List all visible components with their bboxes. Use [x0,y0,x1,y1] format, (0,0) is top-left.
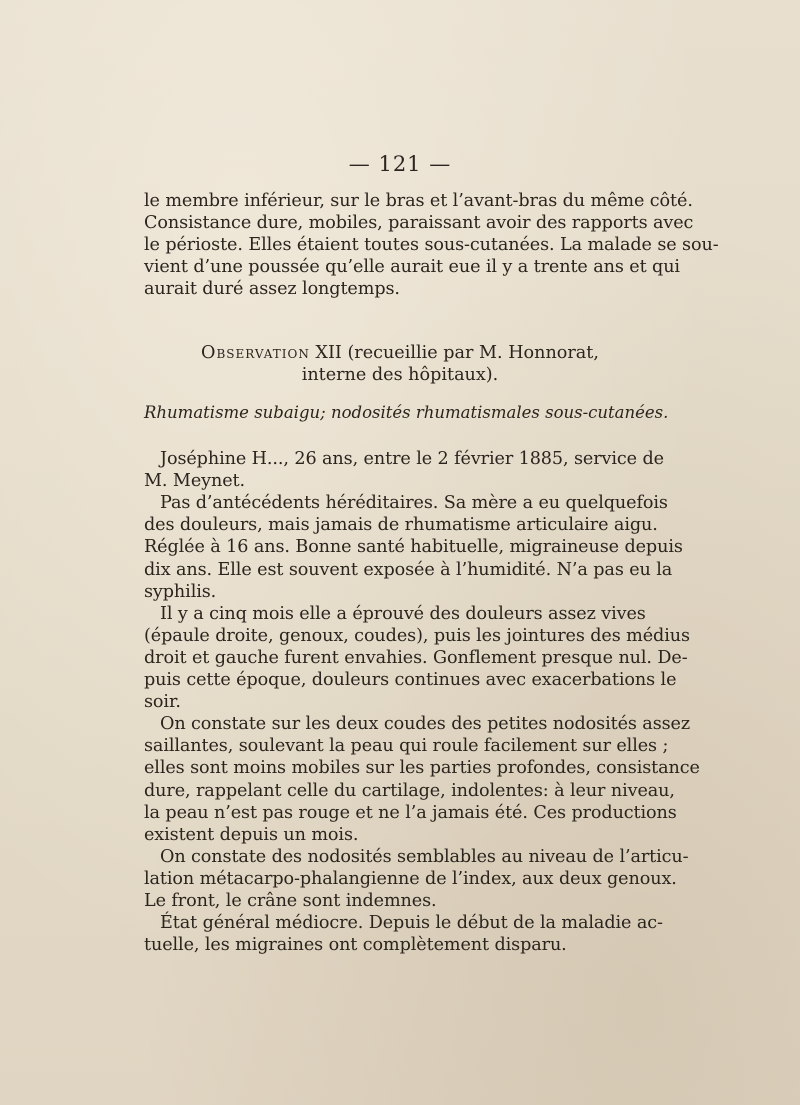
text-line: Le front, le crâne sont indemnes. [144,891,437,911]
text-line: Joséphine H..., 26 ans, entre le 2 février 1885, service de [160,449,664,469]
text-line: puis cette époque, douleurs continues avec exacerbations le [144,670,677,690]
text-line: (épaule droite, genoux, coudes), puis les jointures des médius [144,625,690,646]
observation-heading-line1: XII (recueillie par M. Honnorat, [315,343,599,363]
text-line: saillantes, soulevant la peau qui roule facilement sur elles ; [144,736,669,757]
text-line: tuelle, les migraines ont complètement disparu. [144,935,567,956]
page-number: — 121 — [348,152,452,176]
observation-label: Observation [201,343,310,363]
text-line: On constate des nodosités semblables au niveau de l’articu- [160,846,689,867]
text-line: M. Meynet. [144,471,245,492]
text-line: Consistance dure, mobiles, paraissant avoir des rapports avec [144,213,694,233]
text-line: droit et gauche furent envahies. Gonflement presque nul. De- [144,647,688,668]
text-line: syphilis. [144,581,217,602]
text-line: le membre inférieur, sur le bras et l’avant-bras du même côté. [144,191,693,211]
observation-heading [0,342,800,364]
text-line: lation métacarpo-phalangienne de l’index, aux deux genoux. [144,868,677,889]
text-line: la peau n’est pas rouge et ne l’a jamais été. Ces productions [144,802,677,823]
text-line: Pas d’antécédents héréditaires. Sa mère a eu quelquefois [160,493,668,514]
text-line: dix ans. Elle est souvent exposée à l’humidité. N’a pas eu la [144,559,673,580]
text-line: soir. [144,692,181,713]
text-line: des douleurs, mais jamais de rhumatisme articulaire aigu. [144,515,658,536]
text-line: Il y a cinq mois elle a éprouvé des douleurs assez vives [160,603,646,624]
observation-heading-line2: interne des hôpitaux). [301,365,499,385]
text-line: le périoste. Elles étaient toutes sous-cutanées. La malade se sou- [144,235,719,255]
text-line: On constate sur les deux coudes des petites nodosités assez [160,714,691,735]
text-line: elles sont moins mobiles sur les parties profondes, consistance [144,758,700,779]
text-line: vient d’une poussée qu’elle aurait eue il y a trente ans et qui [144,257,680,277]
text-line: existent depuis un mois. [144,824,359,845]
text-line: dure, rappelant celle du cartilage, indolentes: à leur niveau, [144,780,675,801]
observation-subtitle: Rhumatisme subaigu; nodosités rhumatismales sous-cutanées. [144,403,669,422]
text-line: État général médiocre. Depuis le début de la maladie ac- [160,913,663,934]
text-line: Réglée à 16 ans. Bonne santé habituelle, migraineuse depuis [144,537,683,558]
text-line: aurait duré assez longtemps. [144,279,400,299]
